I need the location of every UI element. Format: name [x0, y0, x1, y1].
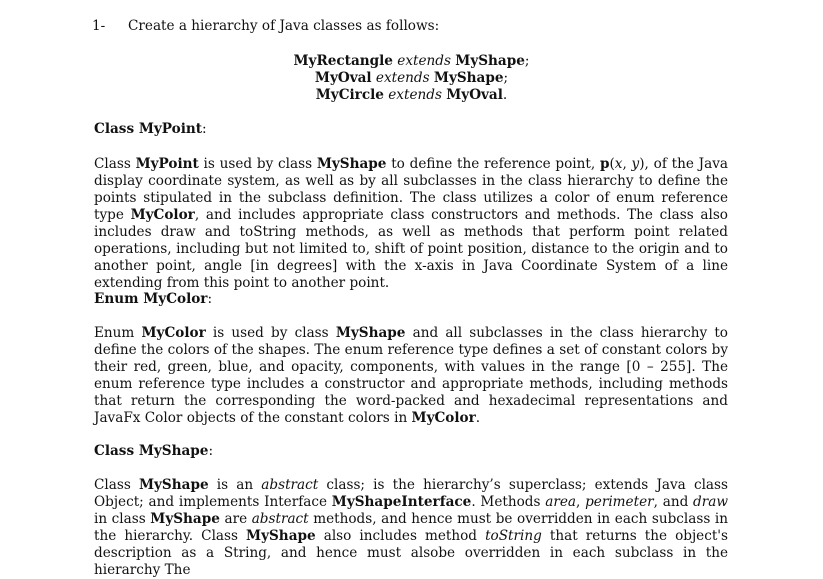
section-heading-mycolor: Enum MyColor:	[94, 291, 213, 307]
section-heading-myshape: Class MyShape:	[94, 443, 214, 459]
list-item-text: Create a hierarchy of Java classes as follows:	[128, 18, 440, 34]
list-item-number: 1-	[92, 18, 106, 34]
hierarchy-line: MyRectangle extends MyShape;	[293, 53, 530, 69]
paragraph-myshape: Class MyShape is an abstract class; is the hierarchy’s superclass; extends Java class Object; and implements Interface MyShapeInterface. Methods area, perimeter, and draw in class MyShape are abstract methods, and hence must be overridden in each subclass in the hierarchy. Class MyShape also includes method toString that returns the object's description as a String, and hence must alsobe overridden in each subclass in the hierarchy The	[94, 477, 729, 578]
section-heading-mypoint: Class MyPoint:	[94, 121, 207, 137]
class-hierarchy	[0, 53, 823, 104]
paragraph-mycolor: Enum MyColor is used by class MyShape and all subclasses in the class hierarchy to define the colors of the shapes. The enum reference type defines a set of constant colors by their red, green, blue, and opacity, components, with values in the range [0 – 255]. The enum reference type includes a constructor and appropriate methods, including methods that return the corresponding the word-packed and hexadecimal representations and JavaFx Color objects of the constant colors in MyColor.	[94, 325, 728, 426]
paragraph-mypoint: Class MyPoint is used by class MyShape to define the reference point, p(x, y), of the Java display coordinate system, as well as by all subclasses in the class hierarchy to define the points stipulated in the subclass definition. The class utilizes a color of enum reference type MyColor, and includes appropriate class constructors and methods. The class also includes draw and toString methods, as well as methods that perform point related operations, including but not limited to, shift of point position, distance to the origin and to another point, angle [in degrees] with the x-axis in Java Coordinate System of a line extending from this point to another point.	[94, 156, 728, 291]
hierarchy-line: MyCircle extends MyOval.	[315, 87, 508, 103]
hierarchy-line: MyOval extends MyShape;	[314, 70, 509, 86]
list-item-1	[92, 18, 732, 35]
